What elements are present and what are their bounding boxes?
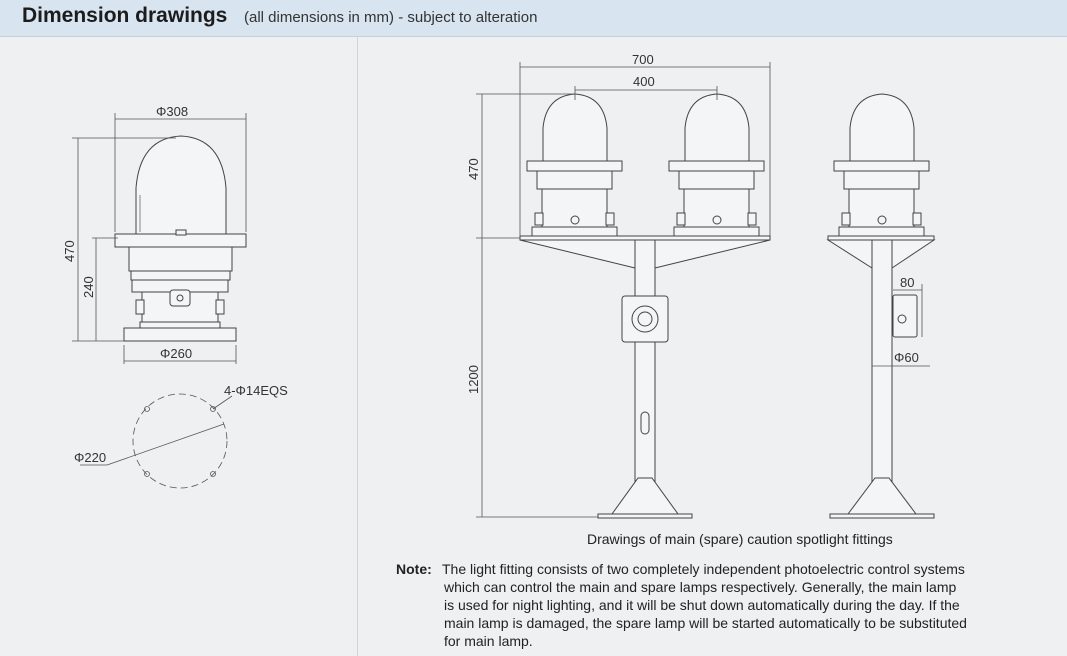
page-subtitle: (all dimensions in mm) - subject to alteration [244,9,538,26]
side-view-assembly [828,94,934,518]
note-line: main lamp is damaged, the spare lamp will be started automatically to be substituted [444,615,967,631]
dim-height-mid: 240 [81,276,96,298]
twin-lamp-assembly [520,94,770,518]
dim-top-diameter: Φ308 [156,104,189,119]
dim-width: 700 [632,52,654,67]
note-line: for main lamp. [444,633,533,649]
left-lamp-drawing [115,136,246,341]
dim-holes: 4-Φ14EQS [224,383,288,398]
dim-spacing: 400 [633,74,655,89]
dim-bolt-circle: Φ220 [74,450,107,465]
note-line: The light fitting consists of two completely independent photoelectric control systems [442,561,965,577]
page-title: Dimension drawings [22,4,228,27]
dim-pole-height: 1200 [466,365,481,394]
dim-pole-diameter: Φ60 [894,350,919,365]
note-line: which can control the main and spare lamps respectively. Generally, the main lamp [444,579,957,595]
dim-base-diameter: Φ260 [160,346,193,361]
note-line: is used for night lighting, and it will be shut down automatically during the day. If the [444,597,960,613]
dim-lamp-height: 470 [466,158,481,180]
figure-caption: Drawings of main (spare) caution spotlight fittings [587,531,893,547]
dim-height-total: 470 [62,240,77,262]
dim-box: 80 [900,275,915,290]
note-label: Note: [396,561,432,577]
bolt-circle-drawing [80,394,232,488]
